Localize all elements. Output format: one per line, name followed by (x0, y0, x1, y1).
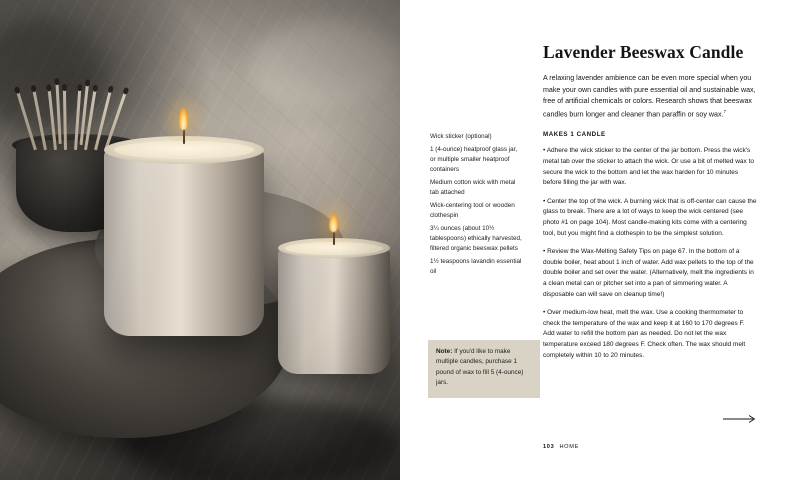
recipe-steps (543, 146, 757, 361)
footnote-marker: 7 (723, 108, 727, 114)
recipe-intro (543, 73, 757, 120)
ingredient-item: 1 (4-ounce) heatproof glass jar, or multiple smaller heatproof containers (430, 146, 518, 173)
recipe-yield: MAKES 1 CANDLE (543, 131, 606, 139)
ingredient-item: 3¼ ounces (about 10½ tablespoons) ethically harvested, filtered organic beeswax pellets (430, 225, 522, 252)
recipe-column (543, 0, 757, 480)
ingredients-list (430, 132, 522, 280)
recipe-step: • Center the top of the wick. A burning wick that is off-center can cause the glass to break. There are a lot of ways to keep the wick centered (see photo #1 on page 104). Most candle-making kits come with a centering tool, but you might find a clothespin to be the simplest solution. (543, 197, 757, 237)
page-footer (543, 444, 579, 450)
note-label: Note: (436, 348, 453, 355)
recipe-step: • Over medium-low heat, melt the wax. Use a cooking thermometer to check the temperature of the wax and keep it at 160 to 170 degrees F. Add water to refill the bottom pan as needed. Do not let the wax temperature exceed 180 degrees F. Check often. The wax should melt completely within 10 to 20 minutes. (543, 309, 746, 359)
note-callout (428, 340, 540, 398)
page-number: 103 (543, 444, 555, 450)
ingredient-item: Wick-centering tool or wooden clothespin (430, 202, 515, 219)
recipe-step: • Adhere the wick sticker to the center of the jar bottom. Press the wick's metal tab over the sticker to attach the wick. Or use a bit of melted wax to secure the wick to the bottom and let the wax harden for 10 minutes before filling the jar with wax. (543, 147, 754, 187)
arrow-right-icon (723, 414, 757, 424)
recipe-intro-text: A relaxing lavender ambience can be even more special when you make your own candles with pure essential oil and sustainable wax, free of artificial chemicals or colors. Research shows that beeswax candles burn longer and cleaner than paraffin or soy wax. (543, 74, 756, 118)
page-title: Lavender Beeswax Candle (543, 42, 744, 62)
ingredient-item: Wick sticker (optional) (430, 133, 492, 140)
note-text: If you'd like to make multiple candles, purchase 1 pound of wax to fill 5 (4-ounce) jars. (436, 348, 524, 387)
ingredient-item: 1½ teaspoons lavandin essential oil (430, 257, 522, 275)
recipe-step: • Review the Wax-Melting Safety Tips on page 67. In the bottom of a double boiler, heat about 1 inch of water. Add wax pellets to the top of the double boiler and set over the water. (Alternatively, melt the ingredients in a clean metal can or pitcher set into a pan of simmering water. A disposable can will save on cleanup time!) (543, 248, 754, 298)
section-name: HOME (559, 444, 580, 450)
ingredient-item: Medium cotton wick with metal tab attached (430, 179, 516, 196)
